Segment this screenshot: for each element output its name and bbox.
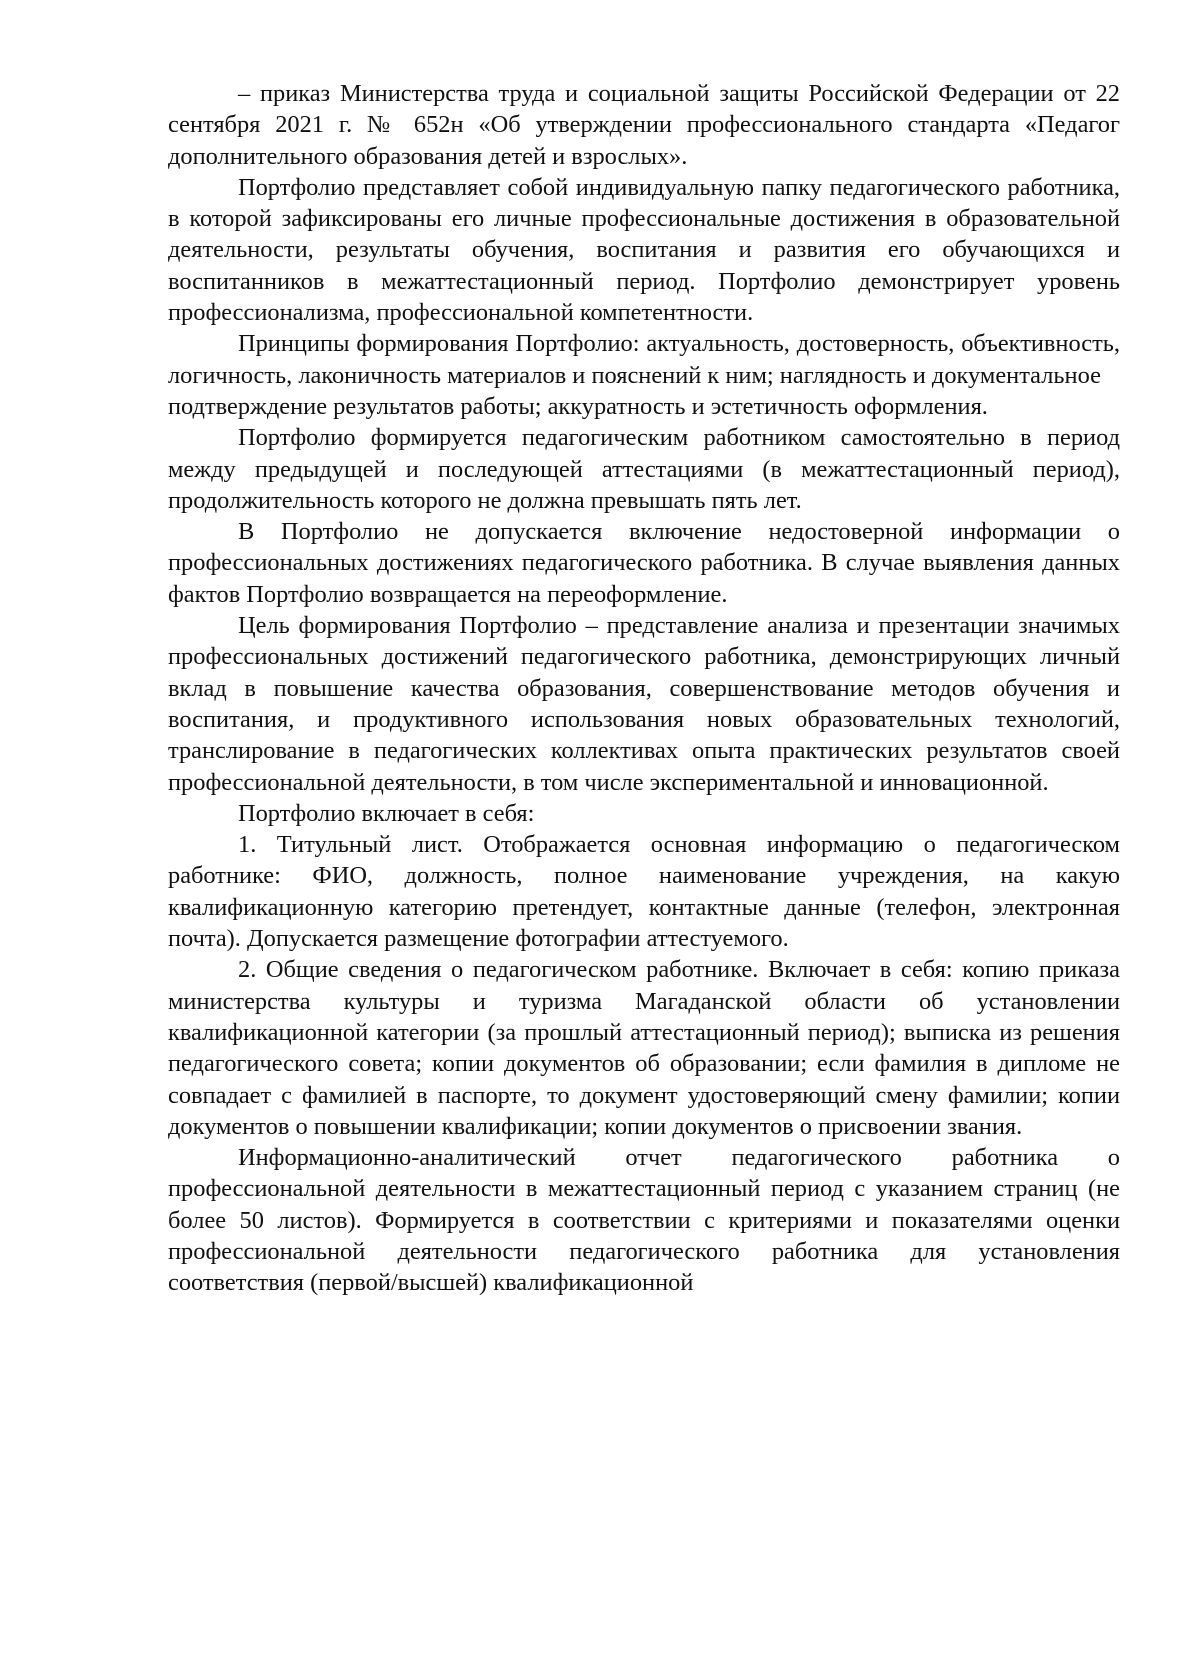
paragraph-principles-continued: подтверждение результатов работы; аккуратность и эстетичность оформления.: [168, 392, 988, 420]
paragraph-no-false-info: В Портфолио не допускается включение недостоверной информации о профессиональных достижениях педагогического работника. В случае выявления данных фактов Портфолио возвращается на переоформление.: [168, 518, 1120, 608]
paragraph-analytical-report: Информационно-аналитический отчет педагогического работника о профессиональной деятельности в межаттестационный период с указанием страниц (не более 50 листов). Формируется в соответствии с критериями и показателями оценки профессиональной деятельности педагогического работника для установления соответствия (первой/высшей) квалификационной: [168, 1144, 1120, 1297]
paragraph-formation-period: Портфолио формируется педагогическим работником самостоятельно в период между предыдущей и последующей аттестациями (в межаттестационный период), продолжительность которого не должна превышать пять лет.: [168, 424, 1120, 514]
list-item-title-page: 1. Титульный лист. Отображается основная информацию о педагогическом работнике: ФИО, должность, полное наименование учреждения, на какую квалификационную категорию претендует, контактные данные (телефон, электронная почта). Допускается размещение фотографии аттестуемого.: [168, 831, 1120, 953]
paragraph-includes-heading: Портфолио включает в себя:: [238, 799, 535, 827]
paragraph-goal: Цель формирования Портфолио – представление анализа и презентации значимых профессиональных достижений педагогического работника, демонстрирующих личный вклад в повышение качества образования, совершенствование методов обучения и воспитания, и продуктивного использования новых образовательных технологий, транслирование в педагогических коллективах опыта практических результатов своей профессиональной деятельности, в том числе экспериментальной и инновационной.: [168, 612, 1120, 796]
document-page: [168, 78, 1120, 1299]
paragraph-principles: Принципы формирования Портфолио: актуальность, достоверность, объективность, логичность, лаконичность материалов и пояснений к ним; наглядность и документальное: [168, 330, 1120, 389]
list-item-general-info: 2. Общие сведения о педагогическом работнике. Включает в себя: копию приказа министерства культуры и туризма Магаданской области об установлении квалификационной категории (за прошлый аттестационный период); выписка из решения педагогического совета; копии документов об образовании; если фамилия в дипломе не совпадает с фамилией в паспорте, то документ удостоверяющий смену фамилии; копии документов о повышении квалификации; копии документов о присвоении звания.: [168, 956, 1120, 1140]
paragraph-portfolio-definition: Портфолио представляет собой индивидуальную папку педагогического работника, в которой зафиксированы его личные профессиональные достижения в образовательной деятельности, результаты обучения, воспитания и развития его обучающихся и воспитанников в межаттестационный период. Портфолио демонстрирует уровень профессионализма, профессиональной компетентности.: [168, 173, 1120, 327]
paragraph-order-reference: – приказ Министерства труда и социальной защиты Российской Федерации от 22 сентября 2021 г. № 652н «Об утверждении профессионального стандарта «Педагог дополнительного образования детей и взрослых».: [168, 80, 1120, 170]
